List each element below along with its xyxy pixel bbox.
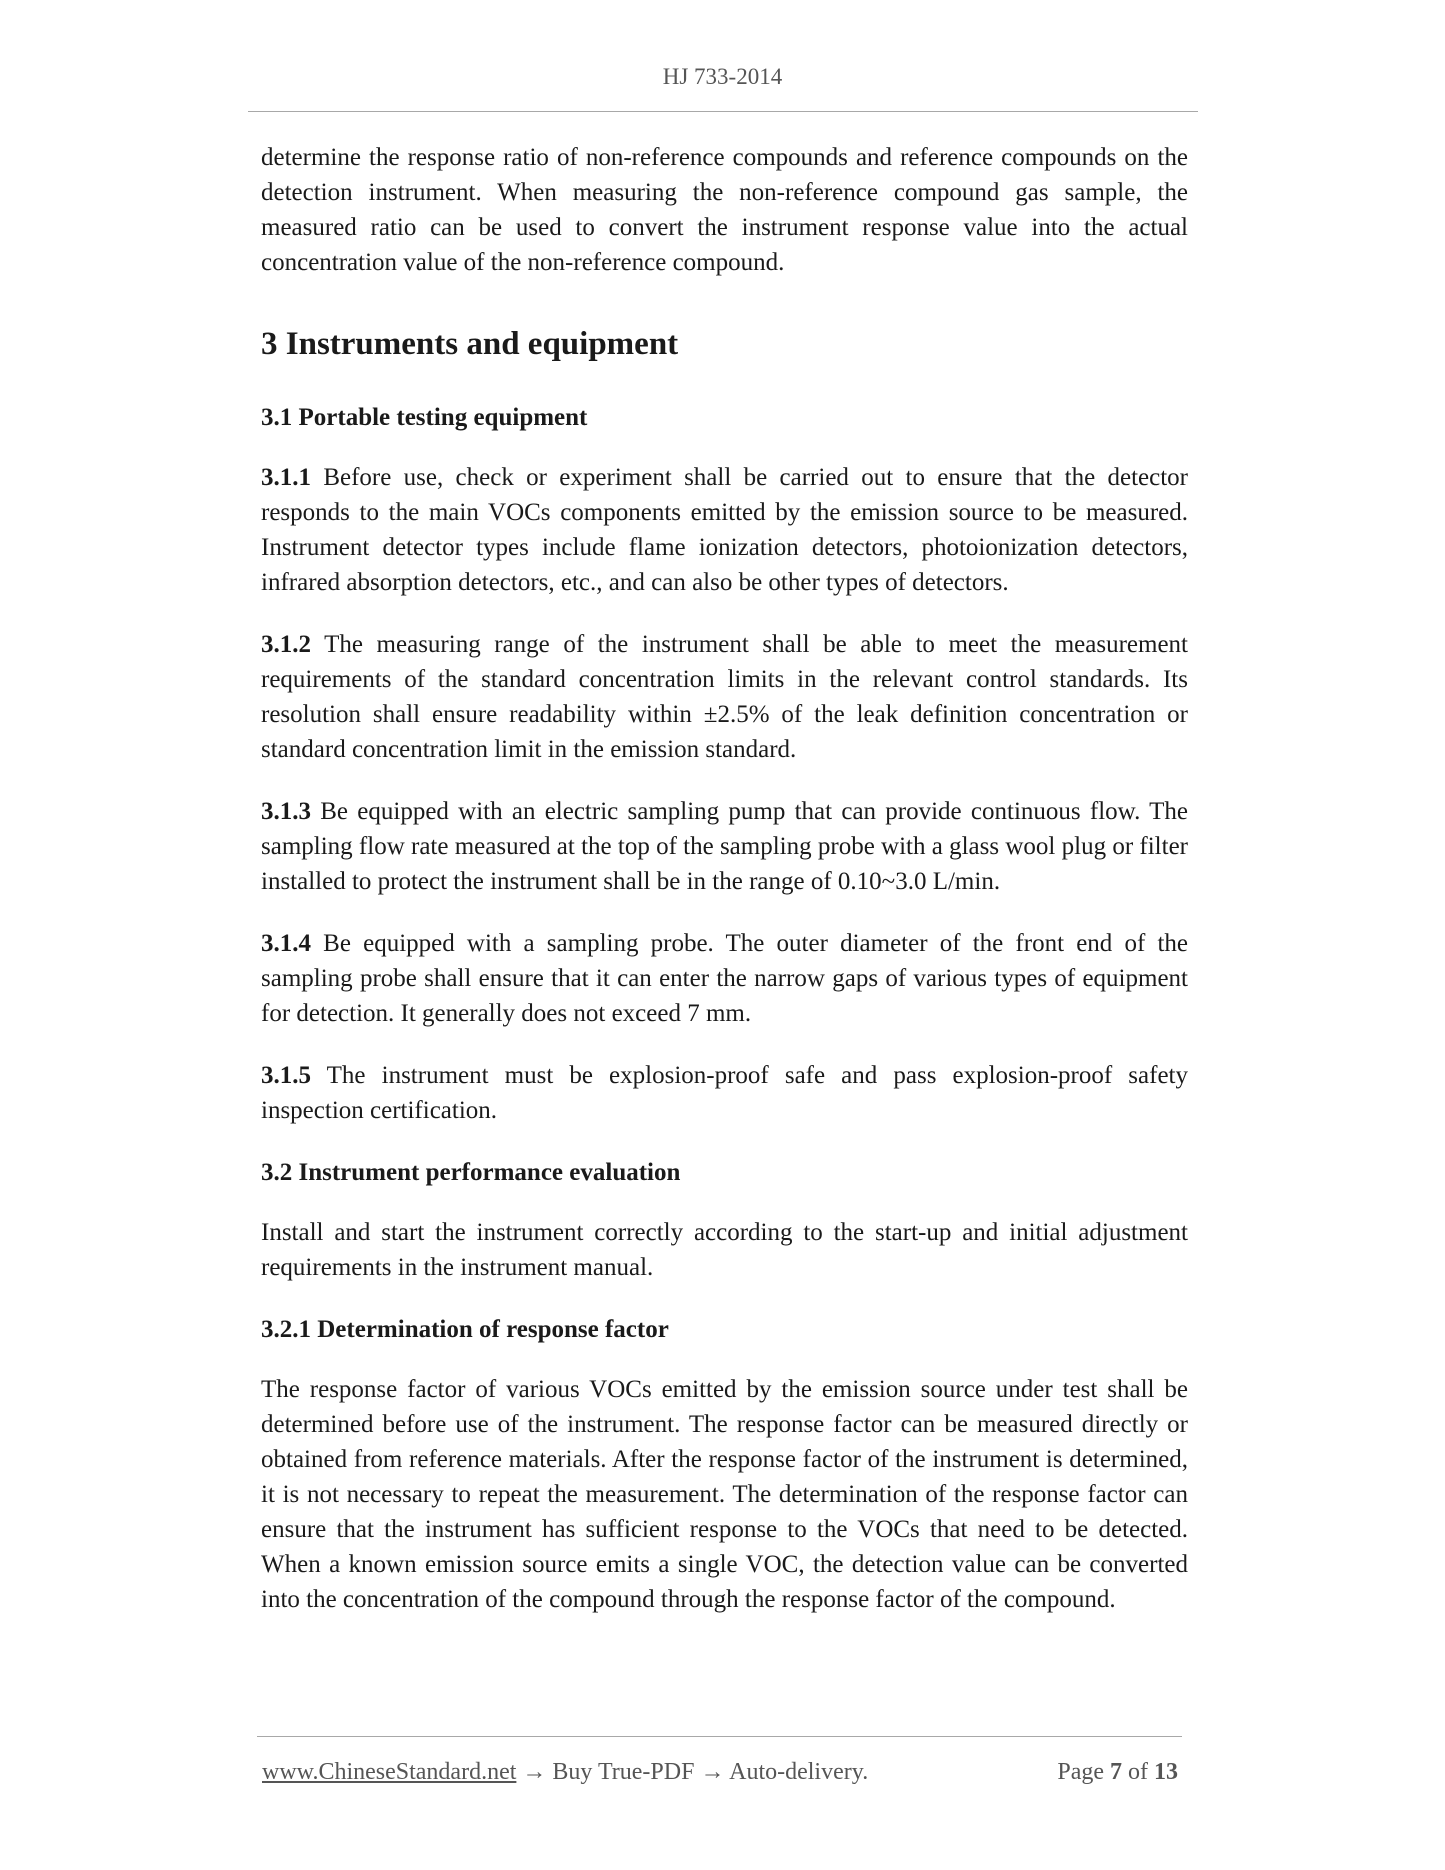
section-3-2-1-paragraph: The response factor of various VOCs emitted by the emission source under test shall be determined before use of the instrument. The response factor can be measured directly or obtained from reference materials. After the response factor of the instrument is determined, it is not necessary to repeat the measurement. The determination of the response factor can ensure that the instrument has sufficient response to the VOCs that need to be detected. When a known emission source emits a single VOC, the detection value can be converted into the concentration of the compound through the response factor of the compound. (261, 1376, 1188, 1613)
footer-divider (257, 1736, 1182, 1737)
clause-text: Be equipped with an electric sampling pump that can provide continuous flow. The sampling flow rate measured at the top of the sampling probe with a glass wool plug or filter installed to protect the instrument shall be in the range of 0.10~3.0 L/min. (261, 798, 1188, 895)
clause-number: 3.1.5 (261, 1062, 311, 1089)
clause-3-1-5 (261, 1058, 1188, 1128)
clause-text: Be equipped with a sampling probe. The outer diameter of the front end of the sampling probe shall ensure that it can enter the narrow gaps of various types of equipment for detection. It generally does not exceed 7 mm. (261, 930, 1188, 1027)
clause-number: 3.1.3 (261, 798, 311, 825)
header-divider (248, 111, 1198, 112)
page-indicator (1057, 1756, 1178, 1788)
page-of-label: of (1128, 1759, 1148, 1785)
intro-paragraph: determine the response ratio of non-reference compounds and reference compounds on the detection instrument. When measuring the non-reference compound gas sample, the measured ratio can be used to convert the instrument response value into the actual concentration value of the non-reference compound. (261, 144, 1188, 276)
current-page-number: 7 (1110, 1759, 1122, 1785)
promo-text: → Buy True-PDF → Auto-delivery. (522, 1759, 869, 1785)
clause-number: 3.1.4 (261, 930, 311, 957)
clause-3-1-4 (261, 926, 1188, 1031)
clause-3-1-1 (261, 460, 1188, 600)
clause-text: Before use, check or experiment shall be carried out to ensure that the detector responds to the main VOCs components emitted by the emission source to be measured. Instrument detector types include flame ionization detectors, photoionization detectors, infrared absorption detectors, etc., and can also be other types of detectors. (261, 464, 1189, 596)
site-link[interactable]: www.ChineseStandard.net (262, 1759, 517, 1785)
clause-3-1-3 (261, 794, 1188, 899)
total-pages-number: 13 (1154, 1759, 1178, 1785)
page-content (261, 140, 1188, 1644)
footer-promo (262, 1756, 868, 1788)
clause-3-1-2 (261, 627, 1188, 767)
page-label: Page (1057, 1759, 1104, 1785)
section-3-2-title: 3.2 Instrument performance evaluation (261, 1159, 681, 1186)
section-3-1-title: 3.1 Portable testing equipment (261, 404, 588, 431)
section-3-2-paragraph: Install and start the instrument correctly according to the start-up and initial adjustment requirements in the instrument manual. (261, 1219, 1188, 1281)
chapter-3-title: 3 Instruments and equipment (261, 326, 679, 362)
clause-text: The instrument must be explosion-proof safe and pass explosion-proof safety inspection certification. (261, 1062, 1188, 1124)
running-header: HJ 733-2014 (662, 64, 783, 89)
clause-text: The measuring range of the instrument shall be able to meet the measurement requirements of the standard concentration limits in the relevant control standards. Its resolution shall ensure readability within ±2.5% of the leak definition concentration or standard concentration limit in the emission standard. (261, 631, 1188, 763)
clause-number: 3.1.1 (261, 464, 311, 491)
section-3-2-1-title: 3.2.1 Determination of response factor (261, 1316, 669, 1343)
clause-number: 3.1.2 (261, 631, 311, 658)
